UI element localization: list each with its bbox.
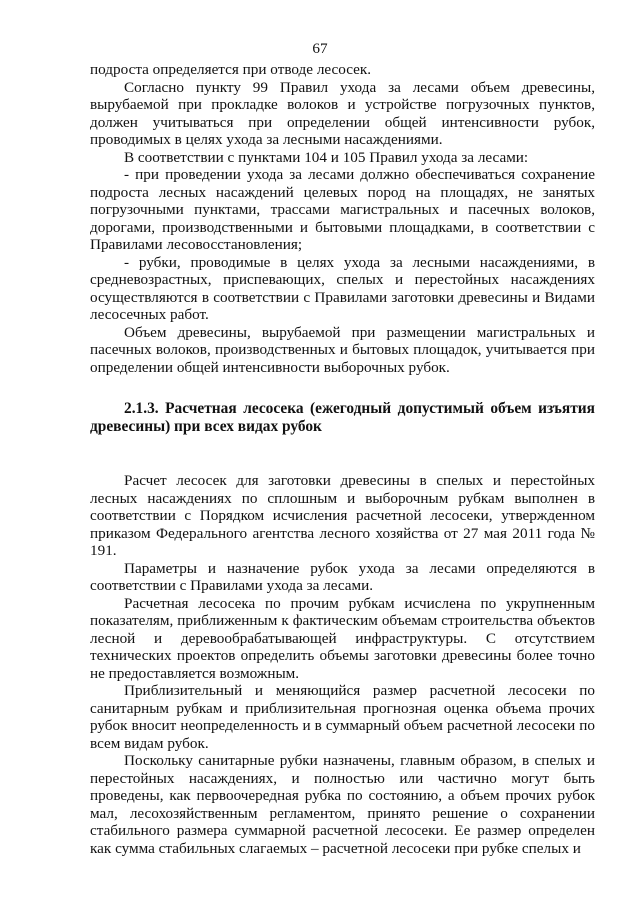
list-item: - при проведении ухода за лесами должно обеспечиваться сохранение подроста лесных насаждений целевых пород на площадях, не занятых погрузочными пунктами, трассами магистральных и пасечных волоков, дорогами, производственными и бытовыми площадками, в соответствии с Правилами лесовосстановления; [90,166,595,253]
paragraph: Расчетная лесосека по прочим рубкам исчислена по укрупненным показателям, приближенным к фактическим объемам строительства объектов лесной и деревообрабатывающей инфраструктуры. С отсутствием технических проектов определить объемы заготовки древесины более точно не предоставляется возможным. [90,594,595,682]
paragraph: Согласно пункту 99 Правил ухода за лесами объем древесины, вырубаемой при прокладке волоков и устройстве погрузочных пунктов, должен учитываться при определении общей интенсивности рубок, проводимых в целях ухода за лесными насаждениями. [90,78,595,148]
list-item: - рубки, проводимые в целях ухода за лесными насаждениями, в средневозрастных, приспевающих, спелых и перестойных насаждениях осуществляются в соответствии с Правилами заготовки древесины и Видами лесосечных работ. [90,253,595,323]
paragraph: Приблизительный и меняющийся размер расчетной лесосеки по санитарным рубкам и приблизительная прогнозная оценка объема прочих рубок вносит неопределенность и в суммарный объем расчетной лесосеки по всем видам рубок. [90,682,595,752]
paragraph: подроста определяется при отводе лесосек. [90,61,372,78]
page-number: 67 [312,40,328,57]
section-heading: 2.1.3. Расчетная лесосека (ежегодный допустимый объем изъятия древесины) при всех видах рубок [90,400,595,435]
spacer [90,376,595,400]
paragraph: В соответствии с пунктами 104 и 105 Правил ухода за лесами: [124,148,529,166]
paragraph: Параметры и назначение рубок ухода за лесами определяются в соответствии с Правилами ухода за лесами. [90,559,595,594]
paragraph: Объем древесины, вырубаемой при размещении магистральных и пасечных волоков, производственных и бытовых площадок, учитывается при определении общей интенсивности выборочных рубок. [90,323,595,376]
spacer [90,436,595,460]
paragraph: Поскольку санитарные рубки назначены, главным образом, в спелых и перестойных насаждениях, и полностью или частично могут быть проведены, как первоочередная рубка по состоянию, а объем прочих рубок мал, лесохозяйственным регламентом, принято решение о сохранении стабильного размера суммарной расчетной лесосеки. Ее размер определен как сумма стабильных слагаемых – расчетной лесосеки при рубке спелых и [90,752,595,857]
document-body [90,61,595,857]
spacer [90,460,595,472]
paragraph: Расчет лесосек для заготовки древесины в спелых и перестойных лесных насаждениях по сплошным и выборочным рубкам выполнен в соответствии с Порядком исчисления расчетной лесосеки, утвержденном приказом Федерального агентства лесного хозяйства от 27 мая 2011 года № 191. [90,472,595,559]
